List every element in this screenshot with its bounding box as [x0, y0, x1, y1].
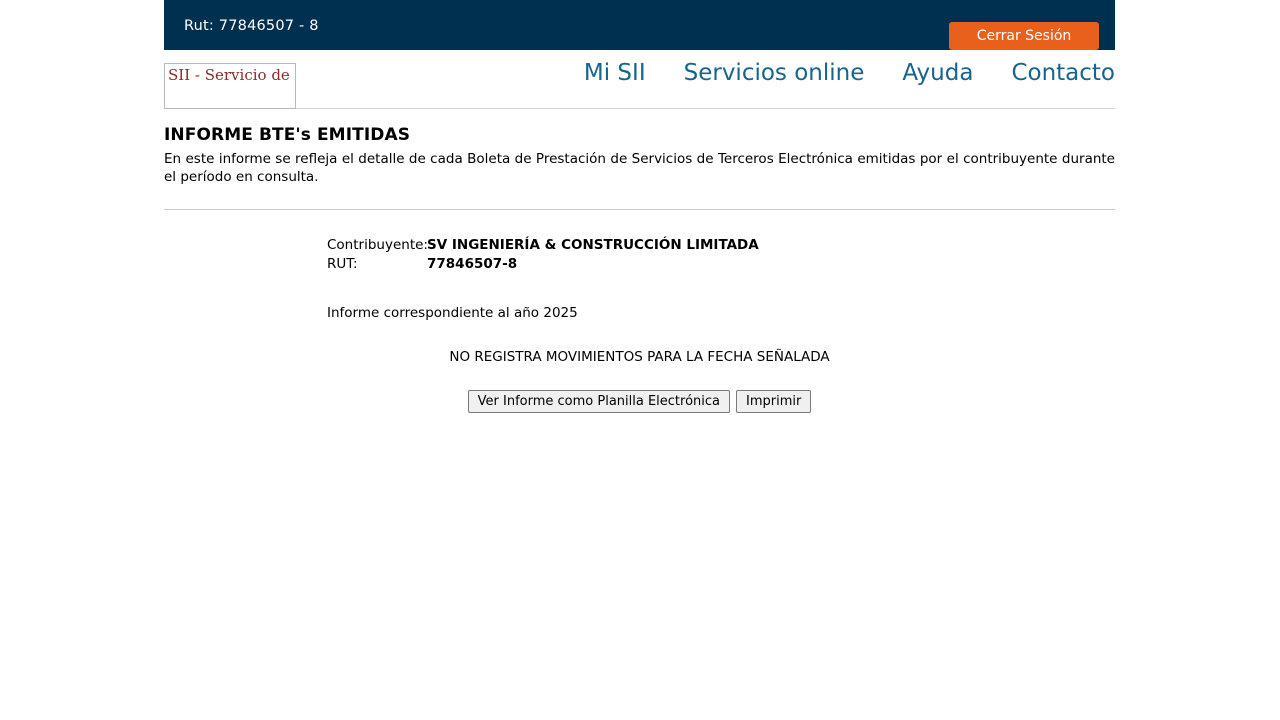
print-button[interactable]: Imprimir [736, 390, 811, 413]
sii-logo-alt-text: SII - Servicio de [168, 66, 290, 84]
nav-item-servicios-online[interactable]: Servicios online [683, 60, 865, 86]
nav-item-ayuda[interactable]: Ayuda [902, 60, 974, 86]
page-title: INFORME BTE's EMITIDAS [164, 125, 411, 145]
taxpayer-rut-row [327, 255, 1115, 274]
main-navbar [164, 50, 1115, 109]
nav-item-contacto[interactable]: Contacto [1011, 60, 1115, 86]
report-description: En este informe se refleja el detalle de cada Boleta de Prestación de Servicios de Terceros Electrónica emitidas por el contribuyente durante el período en consulta. [164, 151, 1115, 185]
taxpayer-info [327, 236, 1115, 323]
taxpayer-name-value: SV INGENIERÍA & CONSTRUCCIÓN LIMITADA [427, 237, 759, 253]
section-divider [164, 209, 1115, 210]
view-spreadsheet-button[interactable]: Ver Informe como Planilla Electrónica [468, 390, 730, 413]
content-wrapper [164, 0, 1115, 413]
sii-logo[interactable] [164, 63, 296, 109]
session-bar [164, 0, 1115, 50]
taxpayer-name-label: Contribuyente: [327, 237, 428, 253]
action-button-row [164, 390, 1115, 413]
nav-item-mi-sii[interactable]: Mi SII [583, 60, 646, 86]
session-rut-label: Rut: 77846507 - 8 [184, 18, 319, 34]
taxpayer-rut-label: RUT: [327, 256, 358, 272]
taxpayer-name-row [327, 236, 1115, 255]
taxpayer-rut-value: 77846507-8 [427, 256, 518, 272]
no-records-message: NO REGISTRA MOVIMIENTOS PARA LA FECHA SEÑALADA [449, 349, 830, 365]
nav-links [584, 60, 1115, 86]
report-year-line: Informe correspondiente al año 2025 [327, 305, 578, 321]
logout-button[interactable]: Cerrar Sesión [949, 22, 1099, 50]
